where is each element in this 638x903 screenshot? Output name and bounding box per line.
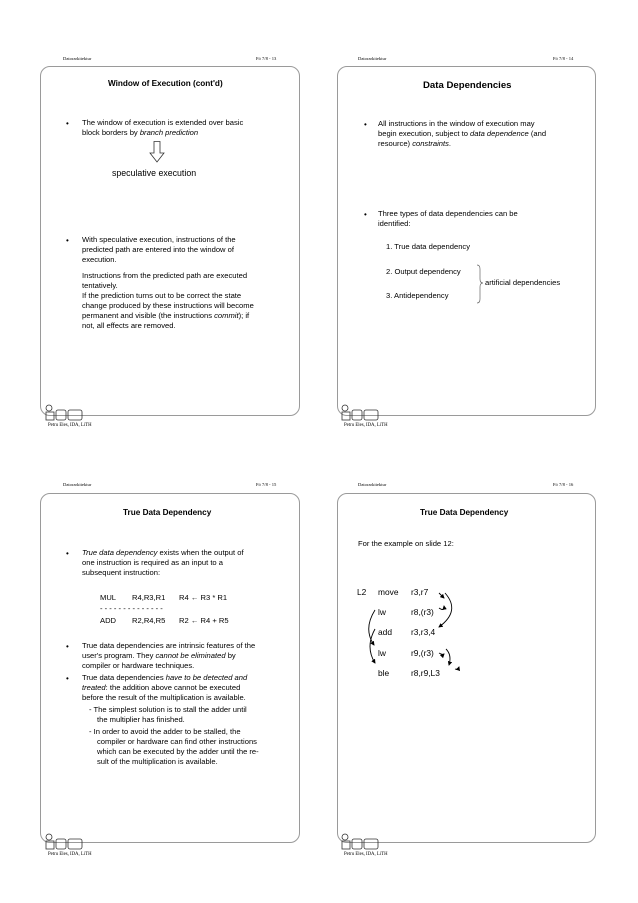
text-line: identified: (378, 219, 411, 228)
code-args: r8,r9,L3 (411, 668, 440, 678)
arrow-lw-to-ble (446, 649, 450, 665)
slide-title: Window of Execution (cont'd) (108, 79, 223, 88)
text-line: compiler or hardware techniques. (82, 661, 195, 670)
slide-title: Data Dependencies (423, 80, 512, 91)
code-op: lw (378, 648, 386, 658)
header-right: Fö 7/8 - 15 (256, 482, 277, 487)
text-line: True data dependencies are intrinsic features of the (82, 641, 256, 650)
footer: Petru Eles, IDA, LiTH (344, 852, 388, 857)
code-args: r8,(r3) (411, 607, 434, 617)
ida-logo-icon (44, 833, 84, 851)
text-line: compiler or hardware can find other instructions (97, 737, 257, 746)
text-line: resource) constraints. (378, 139, 452, 148)
text-line: treated: the addition above cannot be executed (82, 683, 241, 692)
text-line: change produced by these instructions will become (82, 301, 254, 310)
code-op: MUL (100, 593, 117, 602)
text-line: user's program. They cannot be eliminated by (82, 651, 236, 660)
text-line: begin execution, subject to data dependence (and (378, 129, 547, 138)
speculative-label: speculative execution (112, 168, 197, 178)
header-right: Fö 7/8 - 16 (553, 482, 574, 487)
text-line: Three types of data dependencies can be (378, 209, 518, 218)
bullet: • (66, 549, 69, 558)
arrow-move-lw-right (439, 606, 444, 610)
bullet: • (66, 119, 69, 128)
text-line: execution. (82, 255, 117, 264)
ida-logo-icon (44, 404, 84, 422)
text-line: tentatively. (82, 281, 118, 290)
text-line: permanent and visible (the instructions commit); if (82, 311, 250, 320)
arrow-move-to-lw-right (439, 593, 452, 627)
text-line: block borders by branch prediction (82, 128, 199, 137)
code-args: r9,(r3) (411, 648, 434, 658)
footer: Petru Eles, IDA, LiTH (344, 423, 388, 428)
list-item: 2. Output dependency (386, 267, 461, 276)
text-line: With speculative execution, instructions of the (82, 235, 236, 244)
list-item: 1. True data dependency (386, 242, 471, 251)
intro-text: For the example on slide 12: (358, 539, 454, 548)
header-right: Fö 7/8 - 14 (553, 56, 574, 61)
text-line: sult of the multiplication is available. (97, 757, 218, 766)
code-separator: - - - - - - - - - - - - - - (100, 604, 163, 613)
down-arrow-icon (149, 141, 165, 163)
code-args: R2,R4,R5 (132, 616, 166, 625)
text-line: the multiplier has finished. (97, 715, 185, 724)
ida-logo-icon (340, 833, 380, 851)
text-line: True data dependency exists when the output of (82, 548, 244, 557)
slide-title: True Data Dependency (123, 508, 212, 517)
list-item: 3. Antidependency (386, 291, 449, 300)
bullet: • (66, 642, 69, 651)
code-label: L2 (357, 587, 367, 597)
text-line: - In order to avoid the adder to be stalled, the (89, 727, 241, 736)
bullet: • (364, 120, 367, 129)
code-op: add (378, 627, 392, 637)
text-line: predicted path are entered into the window of (82, 245, 234, 254)
text-line: one instruction is required as an input to a (82, 558, 223, 567)
code-args: r3,r7 (411, 587, 429, 597)
slide-title: True Data Dependency (420, 508, 509, 517)
arrow-ble-right (455, 667, 459, 669)
text-line: not, all effects are removed. (82, 321, 176, 330)
code-args: r3,r3,4 (411, 627, 436, 637)
dependency-arrows (355, 585, 465, 680)
header-left: Datorarkitektur (358, 482, 387, 487)
brace-label: artificial dependencies (485, 278, 561, 287)
text-line: If the prediction turns out to be correct the state (82, 291, 242, 300)
footer: Petru Eles, IDA, LiTH (48, 423, 92, 428)
text-line: All instructions in the window of execution may (378, 119, 535, 128)
text-line: which can be executed by the adder until the re- (97, 747, 259, 756)
bullet: • (66, 236, 69, 245)
code-op: ADD (100, 616, 117, 625)
bullet: • (364, 210, 367, 219)
footer: Petru Eles, IDA, LiTH (48, 852, 92, 857)
bullet: • (66, 674, 69, 683)
text-line: subsequent instruction: (82, 568, 161, 577)
arrow-lw-small (439, 653, 444, 654)
code-expr: R2 ← R4 + R5 (179, 616, 229, 625)
header-left: Datorarkitektur (63, 482, 92, 487)
code-args: R4,R3,R1 (132, 593, 166, 602)
header-right: Fö 7/8 - 13 (256, 56, 277, 61)
bracket-icon (476, 265, 484, 303)
code-expr: R4 ← R3 * R1 (179, 593, 228, 602)
arrow-lw-left (369, 610, 375, 645)
code-op: ble (378, 668, 390, 678)
code-op: lw (378, 607, 386, 617)
text-line: before the result of the multiplication is available. (82, 693, 246, 702)
ida-logo-icon (340, 404, 380, 422)
text-line: The window of execution is extended over basic (82, 118, 244, 127)
arrow-add-to-lw (370, 629, 375, 663)
arrow-move-to-lw (439, 593, 444, 598)
text-line: Instructions from the predicted path are executed (82, 271, 248, 280)
header-left: Datorarkitektur (358, 56, 387, 61)
code-op: move (378, 587, 399, 597)
text-line: - The simplest solution is to stall the adder until (89, 705, 247, 714)
header-left: Datorarkitektur (63, 56, 92, 61)
text-line: True data dependencies have to be detected and (82, 673, 248, 682)
